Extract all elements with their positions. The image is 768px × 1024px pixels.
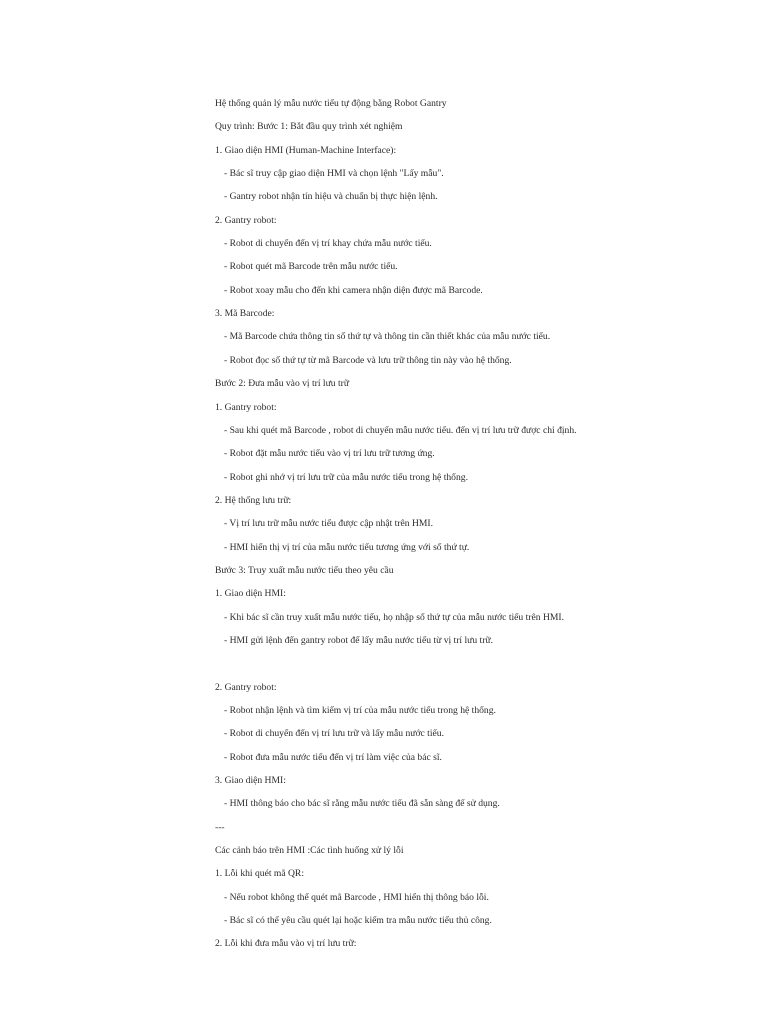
bullet-item: - Bác sĩ có thể yêu cầu quét lại hoặc kiểm tra mẫu nước tiểu thủ công. [224,915,492,926]
bullet-item: - Robot di chuyển đến vị trí khay chứa mẫu nước tiểu. [224,238,432,249]
bullet-item: - HMI thông báo cho bác sĩ rằng mẫu nước tiểu đã sẵn sàng để sử dụng. [224,798,500,809]
section-heading: 1. Giao diện HMI: [215,588,286,599]
section-heading: 3. Giao diện HMI: [215,775,286,786]
bullet-item: - Mã Barcode chứa thông tin số thứ tự và thông tin cần thiết khác của mẫu nước tiểu. [224,331,551,342]
step-1-heading: Quy trình: Bước 1: Bắt đầu quy trình xét nghiệm [215,121,403,132]
bullet-item: - Robot đưa mẫu nước tiểu đến vị trí làm việc của bác sĩ. [224,752,442,763]
bullet-item: - Robot đọc số thứ tự từ mã Barcode và lưu trữ thông tin này vào hệ thống. [224,355,512,366]
bullet-item: - Sau khi quét mã Barcode , robot di chuyển mẫu nước tiểu. đến vị trí lưu trữ được chỉ định. [224,425,577,436]
bullet-item: - Robot đặt mẫu nước tiểu vào vị trí lưu trữ tương ứng. [224,448,435,459]
bullet-item: - Robot nhận lệnh và tìm kiếm vị trí của mẫu nước tiểu trong hệ thống. [224,705,496,716]
section-heading: 2. Gantry robot: [215,682,277,693]
section-heading: 3. Mã Barcode: [215,308,275,319]
bullet-item: - Vị trí lưu trữ mẫu nước tiểu được cập nhật trên HMI. [224,518,434,529]
bullet-item: - Nếu robot không thể quét mã Barcode , HMI hiển thị thông báo lỗi. [224,892,489,903]
step-3-heading: Bước 3: Truy xuất mẫu nước tiểu theo yêu cầu [215,565,394,576]
bullet-item: - Gantry robot nhận tín hiệu và chuẩn bị thực hiện lệnh. [224,191,438,202]
bullet-item: - Bác sĩ truy cập giao diện HMI và chọn lệnh "Lấy mẫu". [224,168,444,179]
bullet-item: - HMI gửi lệnh đến gantry robot để lấy mẫu nước tiểu từ vị trí lưu trữ. [224,635,493,646]
bullet-item: - HMI hiển thị vị trí của mẫu nước tiểu tương ứng với số thứ tự. [224,542,470,553]
alerts-heading: Các cảnh báo trên HMI :Các tình huống xử lý lỗi [215,845,404,856]
bullet-item: - Robot ghi nhớ vị trí lưu trữ của mẫu nước tiểu trong hệ thống. [224,472,468,483]
bullet-item: - Robot quét mã Barcode trên mẫu nước tiểu. [224,261,398,272]
section-heading: 1. Lỗi khi quét mã QR: [215,868,304,879]
section-heading: 1. Giao diện HMI (Human-Machine Interface): [215,145,397,156]
bullet-item: - Khi bác sĩ cần truy xuất mẫu nước tiểu, họ nhập số thứ tự của mẫu nước tiểu trên HMI. [224,612,564,623]
section-heading: 2. Gantry robot: [215,215,277,226]
step-2-heading: Bước 2: Đưa mẫu vào vị trí lưu trữ [215,378,350,389]
separator-line: --- [215,822,225,833]
bullet-item: - Robot di chuyển đến vị trí lưu trữ và lấy mẫu nước tiểu. [224,728,444,739]
section-heading: 1. Gantry robot: [215,402,277,413]
document-title: Hệ thống quản lý mẫu nước tiểu tự động bằng Robot Gantry [215,98,447,109]
section-heading: 2. Hệ thống lưu trữ: [215,495,292,506]
section-heading: 2. Lỗi khi đưa mẫu vào vị trí lưu trữ: [215,938,357,949]
bullet-item: - Robot xoay mẫu cho đến khi camera nhận diện được mã Barcode. [224,285,483,296]
